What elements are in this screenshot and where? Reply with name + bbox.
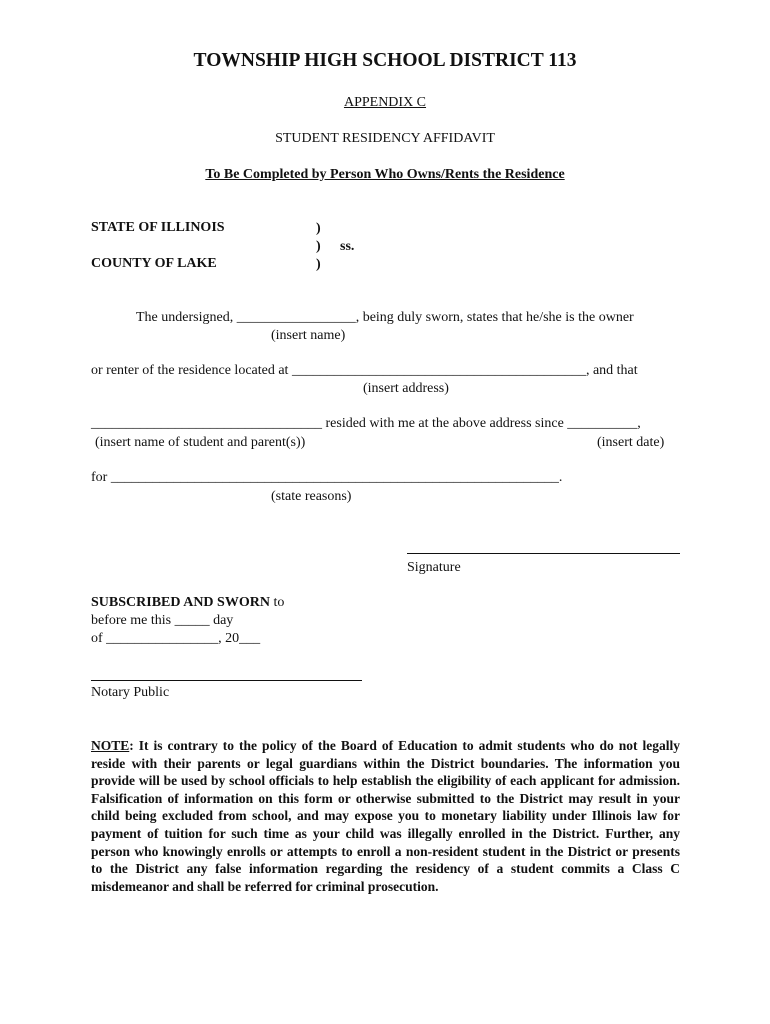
before-me-line: before me this _____ day xyxy=(91,613,234,628)
statement-line-2: or renter of the residence located at __________________________________________, and that xyxy=(91,363,638,378)
form-title: STUDENT RESIDENCY AFFIDAVIT xyxy=(275,131,495,146)
notary-public-label: Notary Public xyxy=(91,685,170,700)
venue-paren-3: ) xyxy=(316,257,321,272)
statement-line-3: _________________________________ resided with me at the above address since __________, xyxy=(91,416,641,431)
notary-signature-line[interactable] xyxy=(91,680,362,681)
statement-line-1: The undersigned, _________________, being duly sworn, states that he/she is the owner xyxy=(136,310,634,325)
subscribed-line xyxy=(91,594,284,611)
hint-insert-date: (insert date) xyxy=(597,435,665,450)
document-title: TOWNSHIP HIGH SCHOOL DISTRICT 113 xyxy=(193,50,577,71)
hint-insert-address: (insert address) xyxy=(363,381,449,396)
signature-line[interactable] xyxy=(407,553,680,554)
ss-label: ss. xyxy=(340,239,355,254)
hint-insert-name: (insert name) xyxy=(271,328,346,343)
of-date-line: of ________________, 20___ xyxy=(91,631,261,646)
hint-state-reasons: (state reasons) xyxy=(271,489,352,504)
appendix-label: APPENDIX C xyxy=(343,95,427,110)
statement-line-4: for ________________________________________________________________. xyxy=(91,470,563,485)
note-label: NOTE xyxy=(91,738,130,753)
policy-note xyxy=(91,737,680,895)
signature-label: Signature xyxy=(407,560,461,575)
state-label: STATE OF ILLINOIS xyxy=(91,220,225,235)
note-text: : It is contrary to the policy of the Board of Education to admit students who do not legally reside with their parents or legal guardians within the District boundaries. The information you provide will be used by school officials to help establish the eligibility of each applicant for admission. Falsification of information on this form or otherwise submitted to the District may result in your child being excluded from school, and may expose you to monetary liability under Illinois law for payment of tuition for such time as your child was illegally enrolled in the District. Further, any person who knowingly enrolls or attempts to enroll a non-resident student in the District or presents to the District any false information regarding the residency of a student commits a Class C misdemeanor and shall be referred for criminal prosecution. xyxy=(91,738,680,894)
venue-paren-2: ) xyxy=(316,239,321,254)
subscribed-rest: to xyxy=(269,595,285,610)
hint-student-parent: (insert name of student and parent(s)) xyxy=(95,435,306,450)
instruction-line: To Be Completed by Person Who Owns/Rents the Residence xyxy=(205,167,565,182)
subscribed-bold: SUBSCRIBED AND SWORN xyxy=(91,595,270,610)
venue-paren-1: ) xyxy=(316,221,321,236)
county-label: COUNTY OF LAKE xyxy=(91,256,217,271)
